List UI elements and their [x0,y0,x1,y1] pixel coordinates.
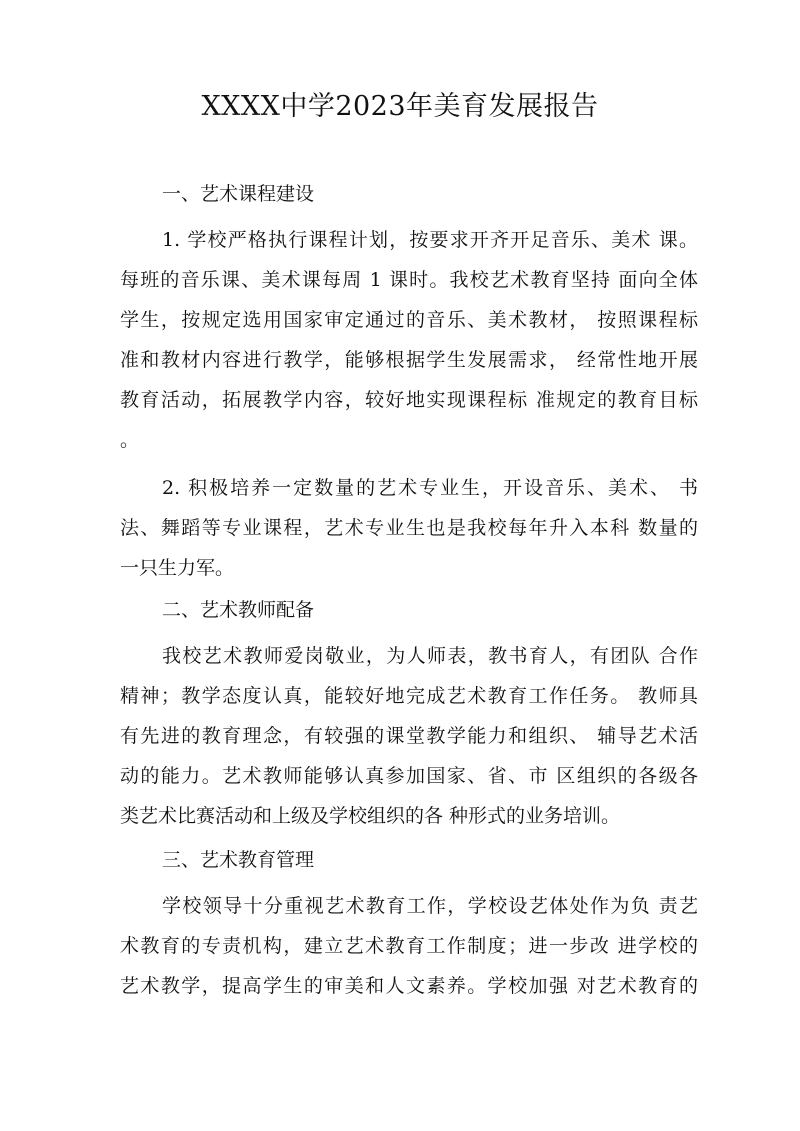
paragraph-line: 有先进的教育理念，有较强的课堂教学能力和组织、 辅导艺术活 [120,725,698,747]
paragraph-line: 学生，按规定选用国家审定通过的音乐、美术教材， 按照课程标 [120,309,698,331]
paragraph-line: 动的能力。艺术教师能够认真参加国家、省、市 区组织的各级各 [120,765,698,787]
paragraph-line: 准和教材内容进行教学，能够根据学生发展需求， 经常性地开展 [120,349,698,371]
paragraph-line: 教育活动，拓展教学内容，较好地实现课程标 准规定的教育目标 [120,389,698,411]
paragraph-line: 一只生力军。 [120,557,235,579]
document-title: XXXX中学2023年美育发展报告 [201,91,599,122]
paragraph-line: 。 [120,429,140,451]
paragraph-line: 法、舞蹈等专业课程，艺术专业生也是我校每年升入本科 数量的 [120,517,698,539]
section-heading-art-management: 三、艺术教育管理 [162,849,315,871]
section-heading-art-curriculum: 一、艺术课程建设 [162,183,315,205]
paragraph-line: 术教育的专责机构，建立艺术教育工作制度；进一步改 进学校的 [120,935,698,957]
paragraph-line: 每班的音乐课、美术课每周 1 课时。我校艺术教育坚持 面向全体 [120,269,698,291]
paragraph-line: 精神；教学态度认真，能较好地完成艺术教育工作任务。 教师具 [120,685,698,707]
paragraph-line: 学校领导十分重视艺术教育工作，学校设艺体处作为负 责艺 [162,895,698,917]
section-heading-art-teachers: 二、艺术教师配备 [162,599,315,621]
paragraph-line: 我校艺术教师爱岗敬业，为人师表，教书育人，有团队 合作 [162,645,698,667]
paragraph-line: 艺术教学，提高学生的审美和人文素养。学校加强 对艺术教育的 [120,975,698,997]
paragraph-line: 2. 积极培养一定数量的艺术专业生，开设音乐、美术、 书 [162,477,698,499]
paragraph-line: 类艺术比赛活动和上级及学校组织的各 种形式的业务培训。 [120,805,621,827]
paragraph-line: 1. 学校严格执行课程计划，按要求开齐开足音乐、美术 课。 [162,229,698,251]
